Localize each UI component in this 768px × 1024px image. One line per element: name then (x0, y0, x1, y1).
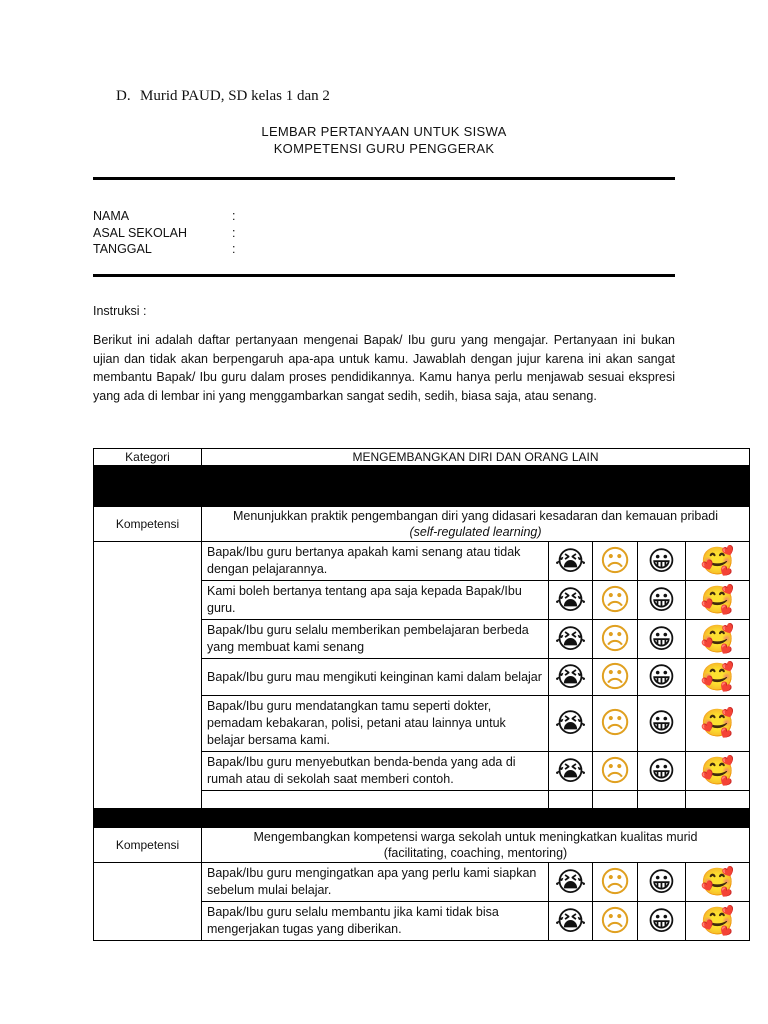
kompetensi-label: Kompetensi (94, 507, 202, 542)
empty-answer-cell (549, 791, 593, 809)
empty-answer-cell (686, 791, 750, 809)
kategori-cell (94, 863, 202, 941)
frowning-face-icon[interactable]: ☹ (593, 542, 638, 581)
header-kategori: Kategori (94, 449, 202, 466)
document-title-line1: LEMBAR PERTANYAAN UNTUK SISWA (261, 124, 507, 139)
category-band-row (94, 466, 750, 507)
empty-answer-cell (638, 791, 686, 809)
header-category: MENGEMBANGKAN DIRI DAN ORANG LAIN (202, 449, 750, 466)
grinning-face-icon[interactable]: 😀 (638, 542, 686, 581)
section-heading (116, 88, 330, 105)
frowning-face-icon[interactable]: ☹ (593, 659, 638, 696)
kompetensi-line2: (facilitating, coaching, mentoring) (383, 846, 568, 860)
loudly-crying-face-icon[interactable]: 😭 (549, 863, 593, 902)
question-text (202, 791, 549, 809)
category-band-row (94, 809, 750, 828)
question-text: Bapak/Ibu guru bertanya apakah kami senang atau tidak dengan pelajarannya. (202, 542, 549, 581)
kompetensi-line1: Mengembangkan kompetensi warga sekolah untuk meningkatkan kualitas murid (253, 830, 698, 844)
grinning-face-icon[interactable]: 😀 (638, 581, 686, 620)
field-tanggal (93, 242, 235, 256)
field-label: TANGGAL (93, 242, 152, 256)
frowning-face-icon[interactable]: ☹ (593, 581, 638, 620)
divider-bottom (93, 274, 675, 277)
divider-top (93, 177, 675, 180)
section-letter: D. (116, 88, 131, 104)
question-text: Bapak/Ibu guru selalu memberikan pembelajaran berbeda yang membuat kami senang (202, 620, 549, 659)
kompetensi-row (94, 507, 750, 542)
section-title-text: Murid PAUD, SD kelas 1 dan 2 (140, 88, 330, 104)
field-nama (93, 209, 235, 223)
grinning-face-icon[interactable]: 😀 (638, 659, 686, 696)
instruction-body: Berikut ini adalah daftar pertanyaan mengenai Bapak/ Ibu guru yang mengajar. Pertanyaan ini bukan ujian dan tidak akan berpengaruh apa-apa untuk kamu. Jawablah dengan jujur karena ini akan sangat membantu Bapak/ Ibu guru dalam proses pendidikannya. Kamu hanya perlu menjawab sesuai ekspresi yang ada di lembar ini yang menggambarkan sangat sedih, sedih, biasa saja, atau senang. (93, 333, 675, 403)
frowning-face-icon[interactable]: ☹ (593, 620, 638, 659)
field-colon: : (232, 242, 236, 256)
question-table (93, 448, 750, 941)
frowning-face-icon[interactable]: ☹ (593, 752, 638, 791)
frowning-face-icon[interactable]: ☹ (593, 863, 638, 902)
grinning-face-icon[interactable]: 😀 (638, 863, 686, 902)
smiling-face-with-hearts-icon[interactable]: 🥰 (686, 581, 750, 620)
instruction-heading: Instruksi : (93, 304, 147, 318)
kompetensi-description (202, 828, 750, 863)
smiling-face-with-hearts-icon[interactable]: 🥰 (686, 863, 750, 902)
loudly-crying-face-icon[interactable]: 😭 (549, 620, 593, 659)
kategori-cell (94, 542, 202, 809)
field-asal-sekolah (93, 226, 235, 240)
field-label: ASAL SEKOLAH (93, 226, 188, 240)
smiling-face-with-hearts-icon[interactable]: 🥰 (686, 659, 750, 696)
kompetensi-line1: Menunjukkan praktik pengembangan diri yang didasari kesadaran dan kemauan pribadi (232, 509, 719, 523)
grinning-face-icon[interactable]: 😀 (638, 902, 686, 941)
loudly-crying-face-icon[interactable]: 😭 (549, 752, 593, 791)
grinning-face-icon[interactable]: 😀 (638, 752, 686, 791)
question-row (94, 542, 750, 581)
question-text: Kami boleh bertanya tentang apa saja kepada Bapak/Ibu guru. (202, 581, 549, 620)
question-text: Bapak/Ibu guru mau mengikuti keinginan kami dalam belajar (202, 659, 549, 696)
frowning-face-icon[interactable]: ☹ (593, 696, 638, 752)
empty-answer-cell (593, 791, 638, 809)
loudly-crying-face-icon[interactable]: 😭 (549, 902, 593, 941)
field-label: NAMA (93, 209, 130, 223)
question-text: Bapak/Ibu guru menyebutkan benda-benda yang ada di rumah atau di sekolah saat memberi contoh. (202, 752, 549, 791)
smiling-face-with-hearts-icon[interactable]: 🥰 (686, 752, 750, 791)
smiling-face-with-hearts-icon[interactable]: 🥰 (686, 696, 750, 752)
loudly-crying-face-icon[interactable]: 😭 (549, 542, 593, 581)
loudly-crying-face-icon[interactable]: 😭 (549, 696, 593, 752)
loudly-crying-face-icon[interactable]: 😭 (549, 581, 593, 620)
kompetensi-line2: (self-regulated learning) (409, 525, 542, 539)
smiling-face-with-hearts-icon[interactable]: 🥰 (686, 620, 750, 659)
kompetensi-row (94, 828, 750, 863)
smiling-face-with-hearts-icon[interactable]: 🥰 (686, 902, 750, 941)
loudly-crying-face-icon[interactable]: 😭 (549, 659, 593, 696)
grinning-face-icon[interactable]: 😀 (638, 696, 686, 752)
question-text: Bapak/Ibu guru mengingatkan apa yang perlu kami siapkan sebelum mulai belajar. (202, 863, 549, 902)
grinning-face-icon[interactable]: 😀 (638, 620, 686, 659)
question-text: Bapak/Ibu guru selalu membantu jika kami tidak bisa mengerjakan tugas yang diberikan. (202, 902, 549, 941)
field-colon: : (232, 209, 236, 223)
kompetensi-description (202, 507, 750, 542)
smiling-face-with-hearts-icon[interactable]: 🥰 (686, 542, 750, 581)
kompetensi-label: Kompetensi (94, 828, 202, 863)
category-band (94, 809, 750, 828)
frowning-face-icon[interactable]: ☹ (593, 902, 638, 941)
field-colon: : (232, 226, 236, 240)
question-row (94, 863, 750, 902)
question-text: Bapak/Ibu guru mendatangkan tamu seperti dokter, pemadam kebakaran, polisi, petani atau lainnya untuk belajar bersama kami. (202, 696, 549, 752)
document-title-line2: KOMPETENSI GURU PENGGERAK (273, 141, 495, 156)
category-band (94, 466, 750, 507)
table-header-row (94, 449, 750, 466)
